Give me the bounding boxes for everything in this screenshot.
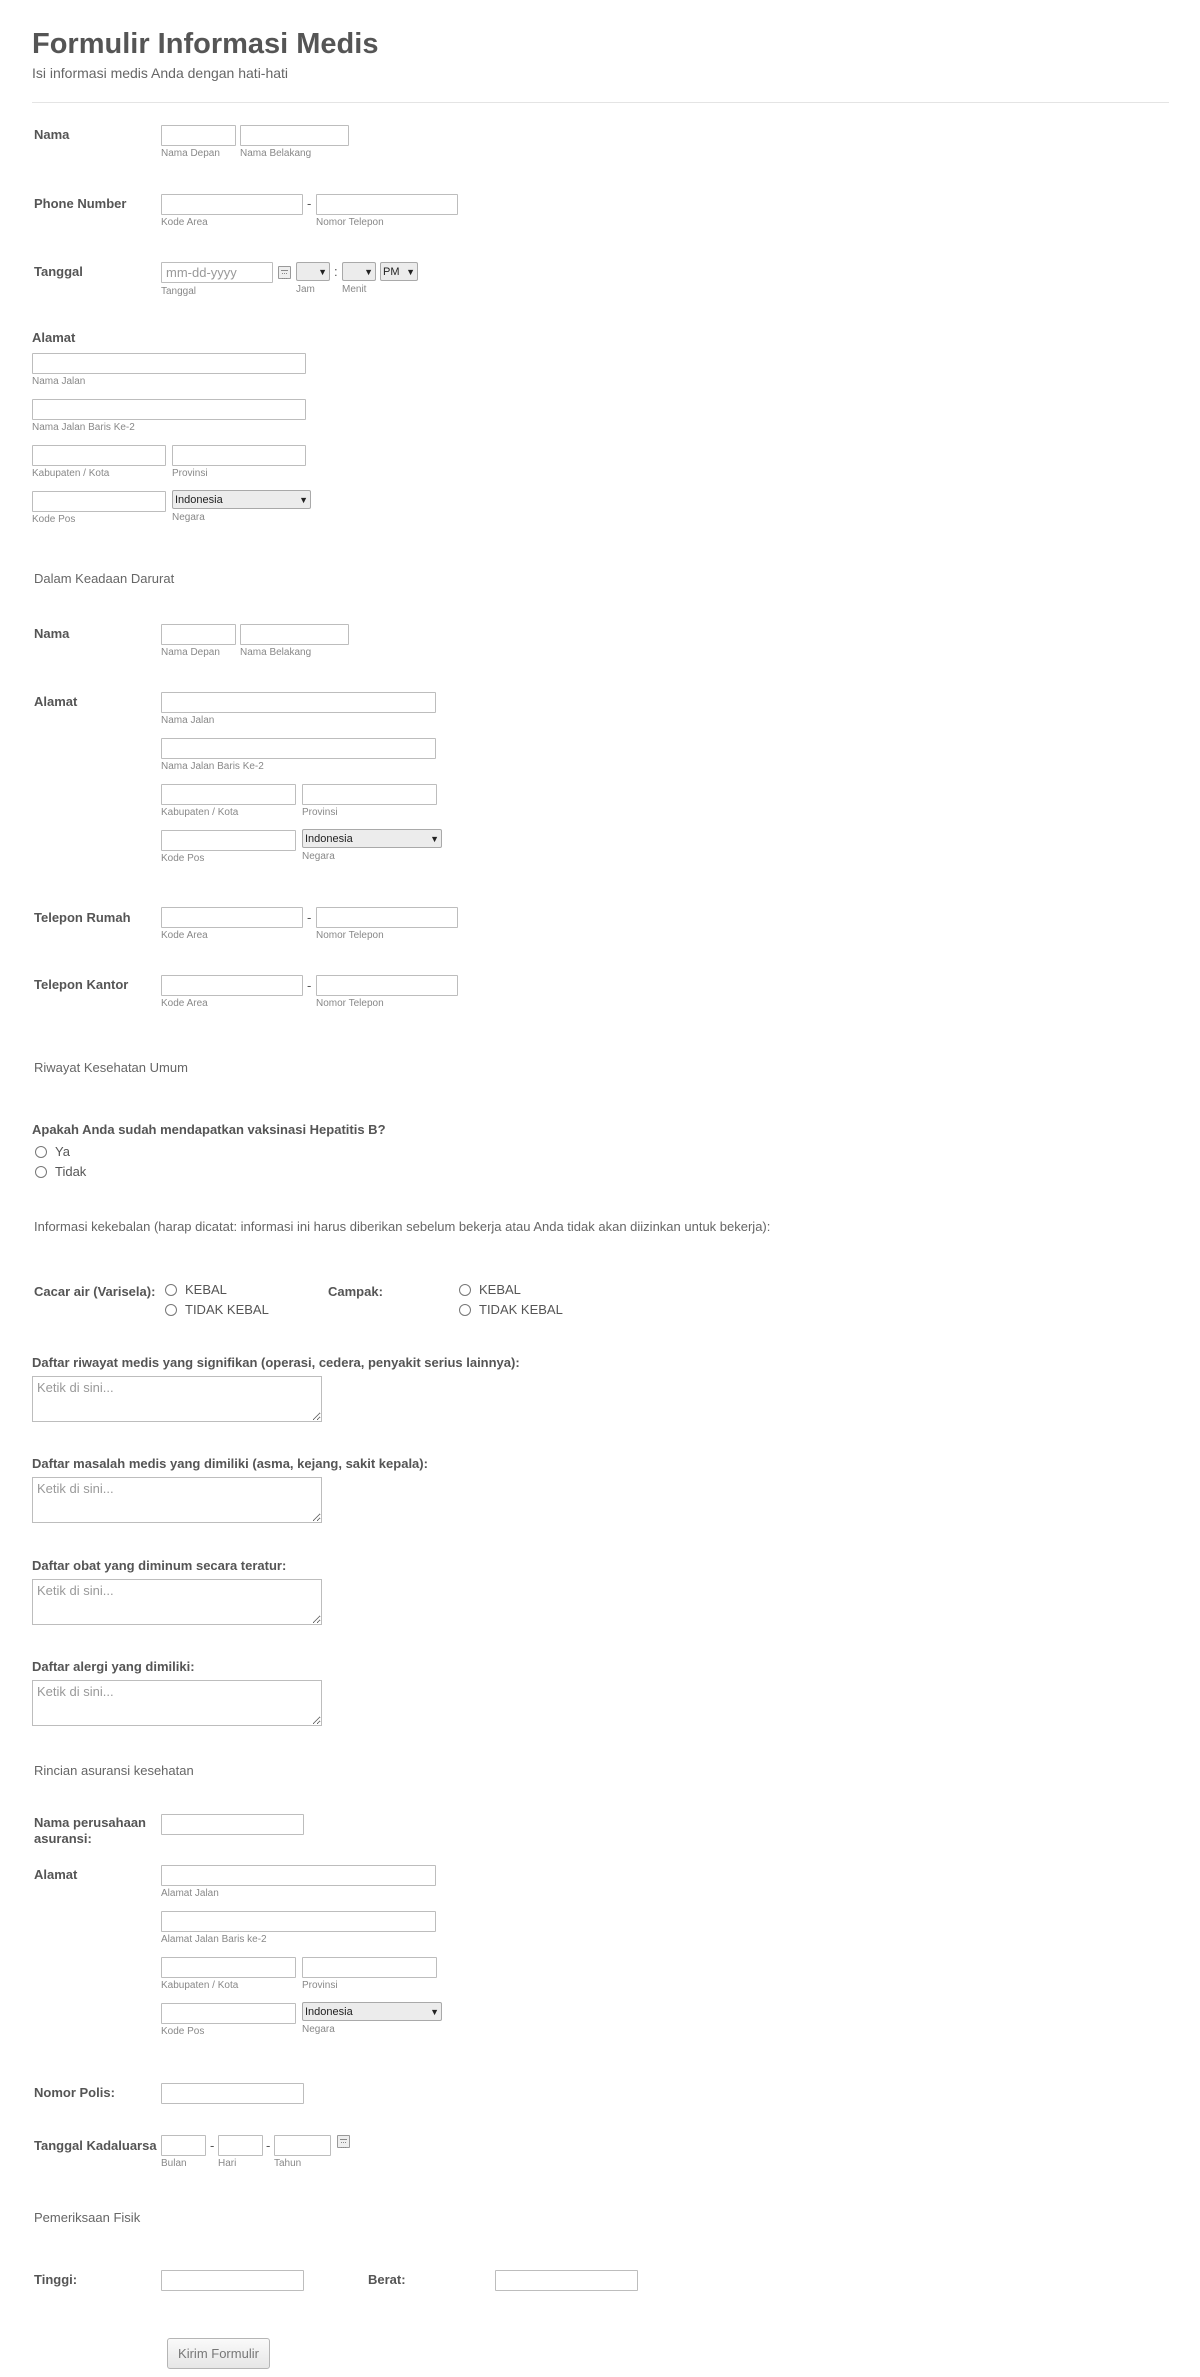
phone-number-sublabel: Nomor Telepon — [316, 217, 384, 228]
emergency-postal-input[interactable] — [161, 830, 296, 851]
chevron-down-icon: ▼ — [406, 266, 415, 277]
home-phone-dash: - — [307, 910, 312, 925]
date-label: Tanggal — [34, 264, 83, 279]
province-sublabel: Provinsi — [172, 468, 208, 479]
phone-area-code-input[interactable] — [161, 194, 303, 215]
immunity-info: Informasi kekebalan (harap dicatat: informasi ini harus diberikan sebelum bekerja atau Anda tidak akan diizinkan untuk bekerja): — [34, 1219, 771, 1234]
allergy-label: Daftar alergi yang dimiliki: — [32, 1659, 195, 1674]
expiry-year-sublabel: Tahun — [274, 2158, 302, 2169]
hour-sublabel: Jam — [296, 284, 315, 295]
expiry-month-input[interactable] — [161, 2135, 206, 2156]
insurance-country-sublabel: Negara — [302, 2024, 335, 2035]
expiry-dash-1: - — [210, 2138, 215, 2153]
medication-textarea[interactable] — [32, 1579, 322, 1625]
first-name-sublabel: Nama Depan — [161, 148, 220, 159]
problems-textarea[interactable] — [32, 1477, 322, 1523]
insurance-company-input[interactable] — [161, 1814, 304, 1835]
page-subtitle: Isi informasi medis Anda dengan hati-hati — [32, 65, 289, 81]
emergency-city-input[interactable] — [161, 784, 296, 805]
insurance-street2-input[interactable] — [161, 1911, 436, 1932]
expiry-month-sublabel: Bulan — [161, 2158, 187, 2169]
hepb-question: Apakah Anda sudah mendapatkan vaksinasi Hepatitis B? — [32, 1122, 386, 1137]
address-label: Alamat — [32, 330, 76, 345]
country-value: Indonesia — [175, 493, 223, 506]
phone-dash: - — [307, 196, 312, 211]
phone-number-input[interactable] — [316, 194, 458, 215]
medication-label: Daftar obat yang diminum secara teratur: — [32, 1558, 287, 1573]
measles-not-immune-radio[interactable] — [459, 1304, 471, 1316]
emergency-country-sublabel: Negara — [302, 851, 335, 862]
office-phone-area-input[interactable] — [161, 975, 303, 996]
city-sublabel: Kabupaten / Kota — [32, 468, 110, 479]
insurance-postal-input[interactable] — [161, 2003, 296, 2024]
minute-select[interactable] — [342, 262, 376, 281]
date-input[interactable] — [161, 262, 273, 283]
street-sublabel: Nama Jalan — [32, 376, 86, 387]
emergency-last-name-sublabel: Nama Belakang — [240, 647, 312, 658]
office-area-sublabel: Kode Area — [161, 998, 208, 1009]
expiry-year-input[interactable] — [274, 2135, 331, 2156]
insurance-street-sublabel: Alamat Jalan — [161, 1888, 219, 1899]
insurance-address-label: Alamat — [34, 1867, 78, 1882]
submit-button[interactable]: Kirim Formulir — [167, 2338, 270, 2369]
expiry-dash-2: - — [266, 2138, 271, 2153]
policy-input[interactable] — [161, 2083, 304, 2104]
country-sublabel: Negara — [172, 512, 205, 523]
hepb-no-radio[interactable] — [35, 1166, 47, 1178]
health-section-title: Riwayat Kesehatan Umum — [34, 1060, 188, 1075]
problems-label: Daftar masalah medis yang dimiliki (asma, kejang, sakit kepala): — [32, 1456, 428, 1471]
insurance-province-sublabel: Provinsi — [302, 1980, 338, 1991]
ampm-value: PM — [383, 265, 400, 278]
last-name-sublabel: Nama Belakang — [240, 148, 312, 159]
chevron-down-icon: ▼ — [299, 494, 308, 505]
emergency-postal-sublabel: Kode Pos — [161, 853, 205, 864]
last-name-input[interactable] — [240, 125, 349, 146]
emergency-street-input[interactable] — [161, 692, 436, 713]
postal-sublabel: Kode Pos — [32, 514, 76, 525]
office-phone-dash: - — [307, 978, 312, 993]
street2-sublabel: Nama Jalan Baris Ke-2 — [32, 422, 135, 433]
insurance-postal-sublabel: Kode Pos — [161, 2026, 205, 2037]
expiry-label: Tanggal Kadaluarsa — [34, 2138, 157, 2153]
emergency-last-name-input[interactable] — [240, 624, 349, 645]
hepb-yes-label[interactable]: Ya — [55, 1144, 70, 1159]
expiry-day-sublabel: Hari — [218, 2158, 237, 2169]
allergy-textarea[interactable] — [32, 1680, 322, 1726]
emergency-country-select[interactable] — [302, 829, 442, 848]
policy-label: Nomor Polis: — [34, 2085, 115, 2100]
chevron-down-icon: ▼ — [430, 2006, 439, 2017]
ampm-select[interactable] — [380, 262, 418, 281]
insurance-province-input[interactable] — [302, 1957, 437, 1978]
page-title: Formulir Informasi Medis — [32, 28, 379, 60]
city-input[interactable] — [32, 445, 166, 466]
measles-label: Campak: — [328, 1284, 383, 1299]
chickenpox-not-immune-radio[interactable] — [165, 1304, 177, 1316]
phone-label: Phone Number — [34, 196, 127, 211]
history-textarea[interactable] — [32, 1376, 322, 1422]
office-number-sublabel: Nomor Telepon — [316, 998, 384, 1009]
time-colon: : — [334, 264, 338, 279]
postal-input[interactable] — [32, 491, 166, 512]
country-select[interactable] — [172, 490, 311, 509]
chevron-down-icon: ▼ — [318, 266, 327, 277]
physical-section-title: Pemeriksaan Fisik — [34, 2210, 141, 2225]
emergency-country-value: Indonesia — [305, 832, 353, 845]
date-sublabel: Tanggal — [161, 286, 197, 297]
calendar-icon[interactable] — [337, 2135, 350, 2148]
province-input[interactable] — [172, 445, 306, 466]
height-input[interactable] — [161, 2270, 304, 2291]
home-number-sublabel: Nomor Telepon — [316, 930, 384, 941]
first-name-input[interactable] — [161, 125, 236, 146]
home-phone-label: Telepon Rumah — [34, 910, 131, 925]
hour-select[interactable] — [296, 262, 330, 281]
insurance-section-title: Rincian asuransi kesehatan — [34, 1763, 194, 1778]
insurance-street-input[interactable] — [161, 1865, 436, 1886]
home-phone-number-input[interactable] — [316, 907, 458, 928]
home-phone-area-input[interactable] — [161, 907, 303, 928]
measles-immune-radio[interactable] — [459, 1284, 471, 1296]
insurance-city-sublabel: Kabupaten / Kota — [161, 1980, 239, 1991]
emergency-name-label: Nama — [34, 626, 70, 641]
home-area-sublabel: Kode Area — [161, 930, 208, 941]
emergency-street2-input[interactable] — [161, 738, 436, 759]
office-phone-number-input[interactable] — [316, 975, 458, 996]
emergency-province-sublabel: Provinsi — [302, 807, 338, 818]
emergency-section-title: Dalam Keadaan Darurat — [34, 571, 175, 586]
hepb-no-label[interactable]: Tidak — [55, 1164, 87, 1179]
emergency-city-sublabel: Kabupaten / Kota — [161, 807, 239, 818]
street2-input[interactable] — [32, 399, 306, 420]
emergency-street2-sublabel: Nama Jalan Baris Ke-2 — [161, 761, 264, 772]
insurance-company-label: Nama perusahaan asuransi: — [34, 1815, 146, 1846]
name-label: Nama — [34, 127, 70, 142]
minute-sublabel: Menit — [342, 284, 367, 295]
emergency-street-sublabel: Nama Jalan — [161, 715, 215, 726]
history-label: Daftar riwayat medis yang signifikan (operasi, cedera, penyakit serius lainnya): — [32, 1355, 520, 1370]
weight-input[interactable] — [495, 2270, 638, 2291]
emergency-first-name-sublabel: Nama Depan — [161, 647, 220, 658]
chevron-down-icon: ▼ — [364, 266, 373, 277]
chickenpox-immune-label[interactable]: KEBAL — [185, 1282, 227, 1297]
hepb-yes-radio[interactable] — [35, 1146, 47, 1158]
office-phone-label: Telepon Kantor — [34, 977, 129, 992]
emergency-address-label: Alamat — [34, 694, 78, 709]
weight-label: Berat: — [368, 2272, 406, 2287]
area-code-sublabel: Kode Area — [161, 217, 208, 228]
chickenpox-not-immune-label[interactable]: TIDAK KEBAL — [185, 1302, 269, 1317]
street-input[interactable] — [32, 353, 306, 374]
chickenpox-label: Cacar air (Varisela): — [34, 1284, 156, 1299]
chickenpox-immune-radio[interactable] — [165, 1284, 177, 1296]
emergency-province-input[interactable] — [302, 784, 437, 805]
insurance-country-select[interactable] — [302, 2002, 442, 2021]
calendar-icon[interactable] — [278, 266, 291, 279]
chevron-down-icon: ▼ — [430, 833, 439, 844]
insurance-street2-sublabel: Alamat Jalan Baris ke-2 — [161, 1934, 267, 1945]
measles-not-immune-label[interactable]: TIDAK KEBAL — [479, 1302, 563, 1317]
height-label: Tinggi: — [34, 2272, 78, 2287]
insurance-country-value: Indonesia — [305, 2005, 353, 2018]
emergency-first-name-input[interactable] — [161, 624, 236, 645]
expiry-day-input[interactable] — [218, 2135, 263, 2156]
insurance-city-input[interactable] — [161, 1957, 296, 1978]
header-divider — [32, 102, 1169, 103]
measles-immune-label[interactable]: KEBAL — [479, 1282, 521, 1297]
